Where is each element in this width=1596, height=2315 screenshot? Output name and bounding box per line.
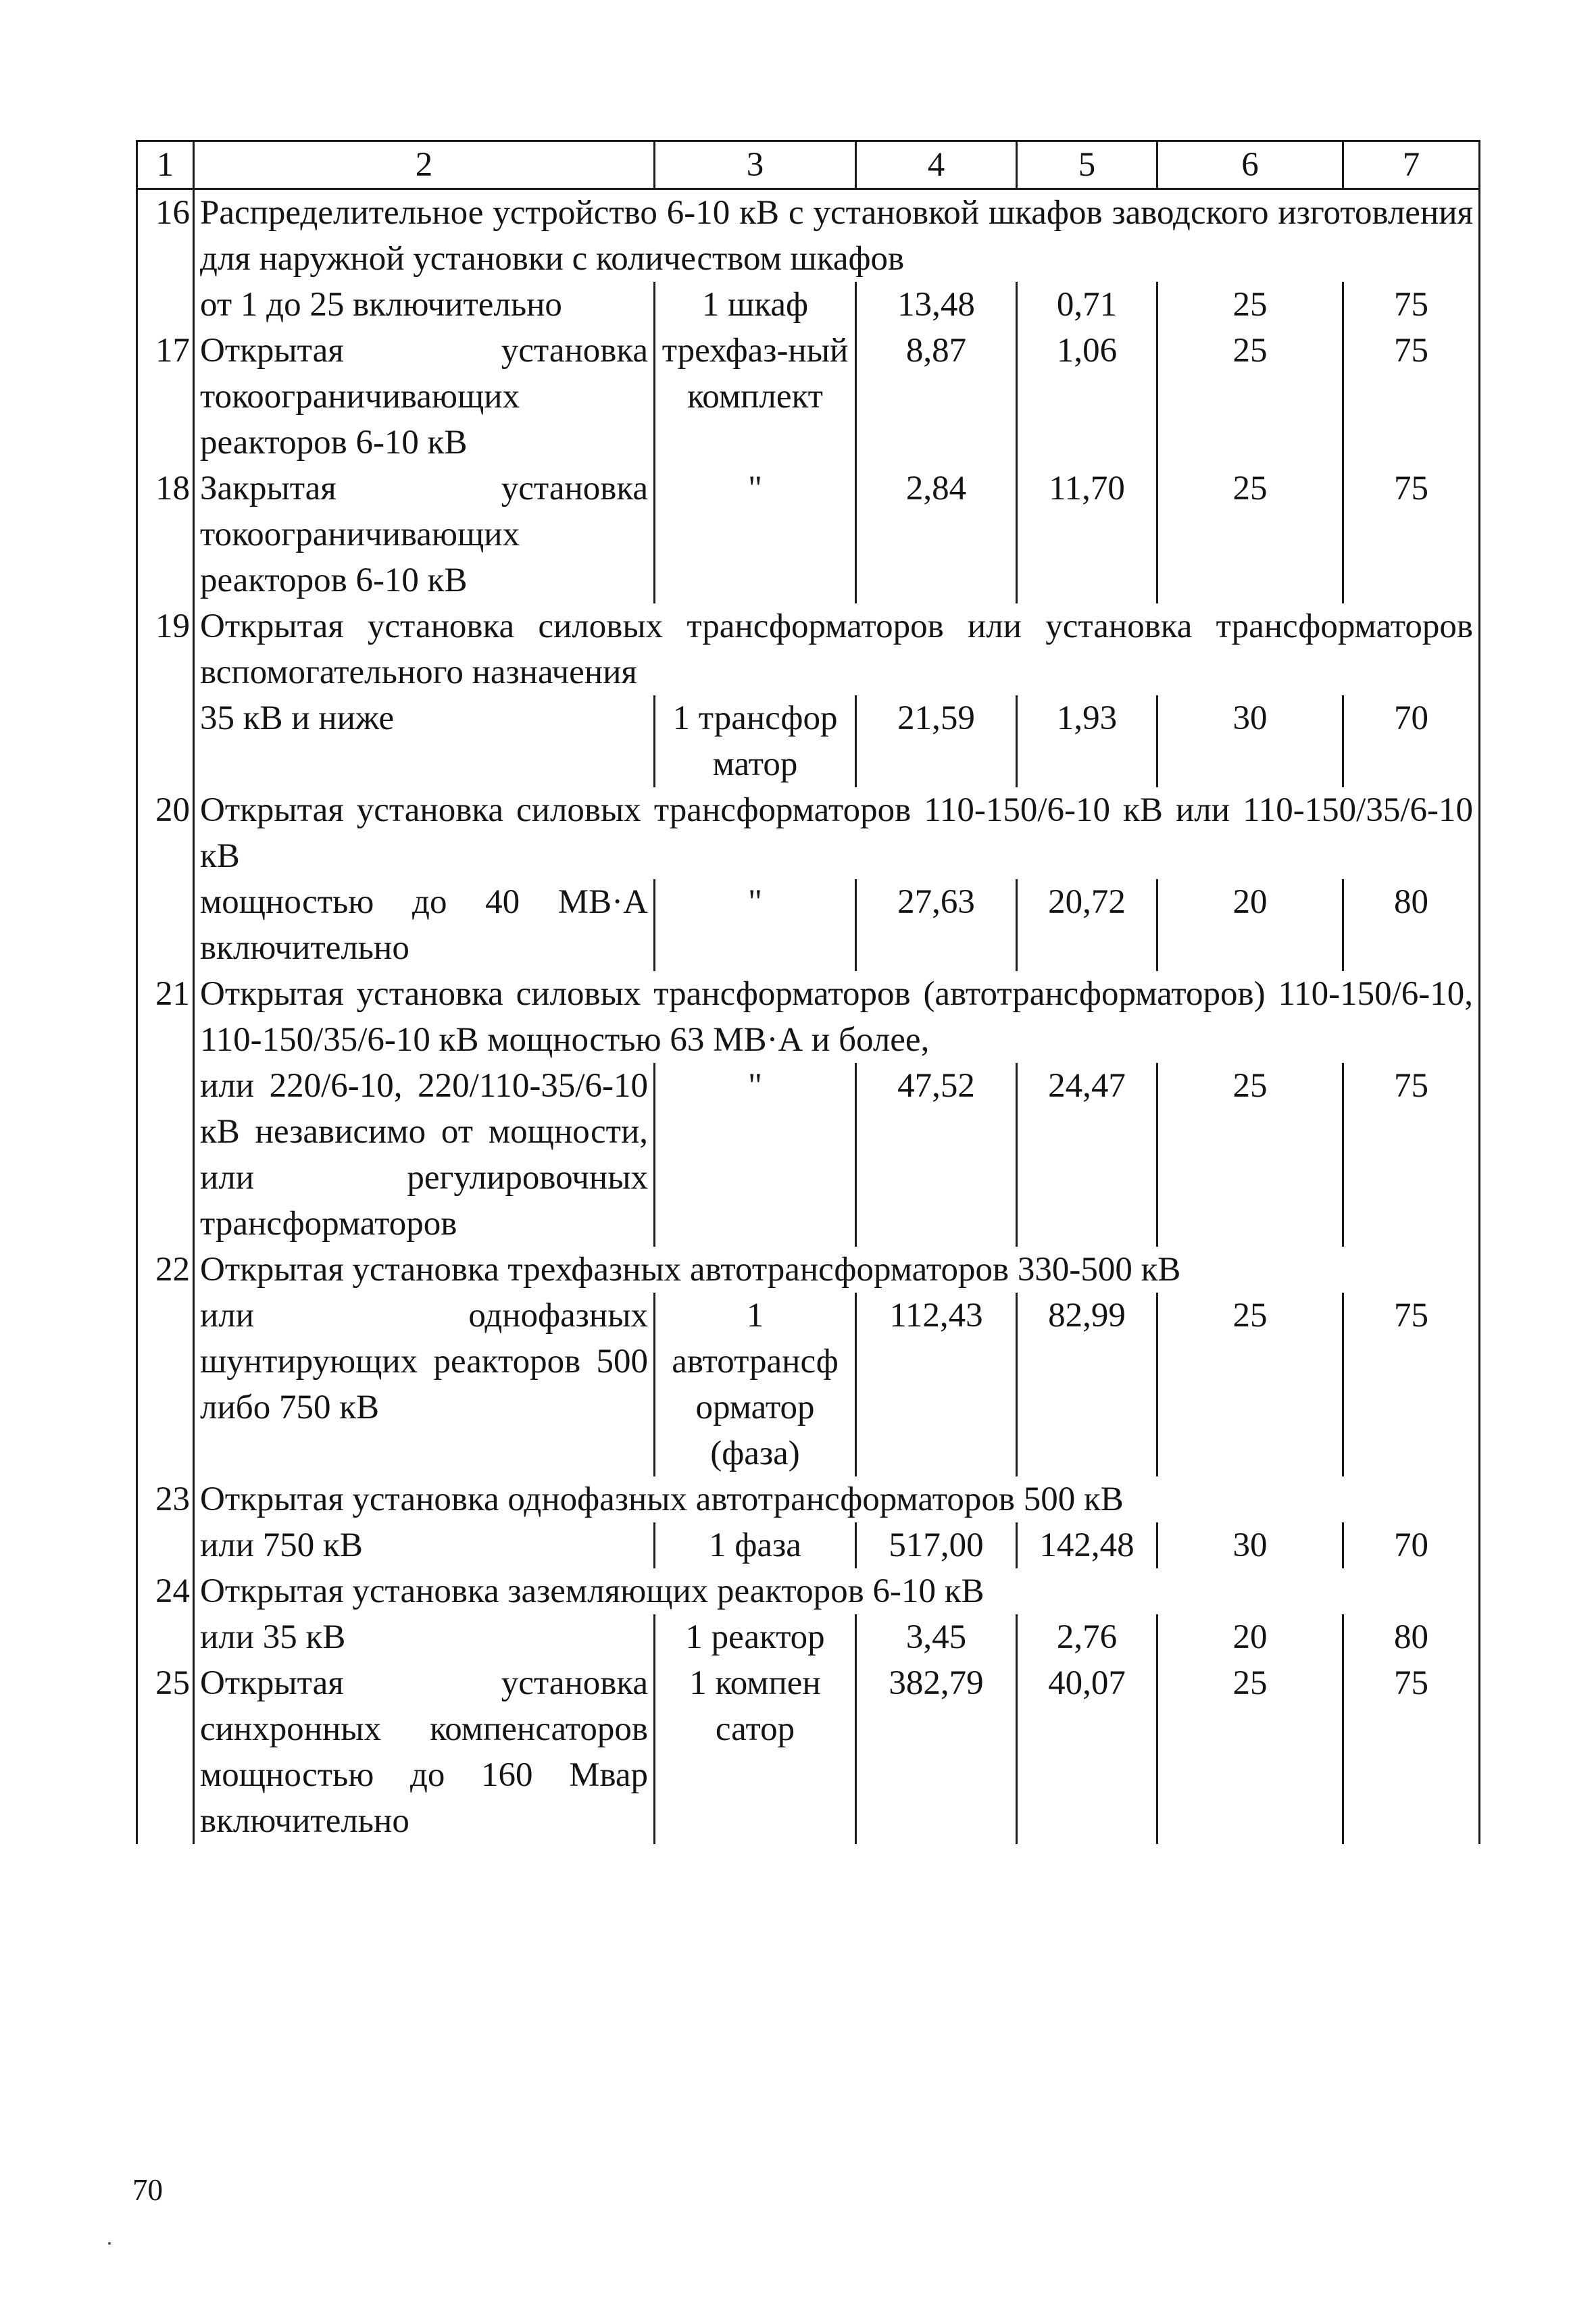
percent-col-7: 75	[1343, 1063, 1480, 1247]
cost-col-4: 27,63	[856, 879, 1017, 971]
cost-col-5: 20,72	[1017, 879, 1157, 971]
header-cell: 7	[1343, 141, 1480, 189]
table-row	[137, 466, 1480, 603]
table-row	[137, 1568, 1480, 1614]
percent-col-7: 80	[1343, 879, 1480, 971]
percent-col-7: 70	[1343, 1522, 1480, 1568]
item-name: или 750 кВ	[194, 1522, 655, 1568]
item-unit: 1 шкаф	[655, 282, 856, 328]
table-row	[137, 1247, 1480, 1293]
cost-col-5: 11,70	[1017, 466, 1157, 603]
table-row	[137, 1293, 1480, 1476]
percent-col-6: 25	[1157, 1063, 1343, 1247]
item-unit: трехфаз-ный комплект	[655, 328, 856, 466]
table-row	[137, 879, 1480, 971]
row-number: 25	[137, 1660, 194, 1844]
cost-col-5: 142,48	[1017, 1522, 1157, 1568]
row-number: 22	[137, 1247, 194, 1476]
item-unit: "	[655, 466, 856, 603]
cost-table	[136, 140, 1480, 1844]
item-name: или 220/6-10, 220/110-35/6-10 кВ независимо от мощности, или регулировочных трансформаторов	[194, 1063, 655, 1247]
cost-col-4: 2,84	[856, 466, 1017, 603]
cost-col-5: 1,06	[1017, 328, 1157, 466]
cost-col-4: 13,48	[856, 282, 1017, 328]
scan-speck	[108, 2242, 111, 2245]
table-row	[137, 787, 1480, 879]
item-unit: "	[655, 879, 856, 971]
item-name: мощностью до 40 МВ·А включительно	[194, 879, 655, 971]
cost-col-4: 382,79	[856, 1660, 1017, 1844]
percent-col-7: 80	[1343, 1614, 1480, 1660]
cost-col-4: 517,00	[856, 1522, 1017, 1568]
cost-col-4: 8,87	[856, 328, 1017, 466]
table-row	[137, 1476, 1480, 1522]
cost-col-4: 21,59	[856, 695, 1017, 787]
row-number: 21	[137, 971, 194, 1247]
cost-col-5: 2,76	[1017, 1614, 1157, 1660]
cost-col-4: 3,45	[856, 1614, 1017, 1660]
table-row	[137, 695, 1480, 787]
row-number: 24	[137, 1568, 194, 1660]
table-row	[137, 1614, 1480, 1660]
header-cell: 2	[194, 141, 655, 189]
cost-col-4: 112,43	[856, 1293, 1017, 1476]
row-title: Открытая установка трехфазных автотрансформаторов 330-500 кВ	[194, 1247, 1480, 1293]
percent-col-6: 20	[1157, 879, 1343, 971]
row-title: Открытая установка силовых трансформаторов или установка трансформаторов вспомогательного назначения	[194, 603, 1480, 695]
table-container	[136, 140, 1478, 1844]
item-name: Открытая установка токоограничивающих реакторов 6-10 кВ	[194, 328, 655, 466]
row-number: 20	[137, 787, 194, 971]
item-name: или однофазных шунтирующих реакторов 500 либо 750 кВ	[194, 1293, 655, 1476]
percent-col-7: 75	[1343, 282, 1480, 328]
row-number: 16	[137, 189, 194, 328]
item-name: или 35 кВ	[194, 1614, 655, 1660]
cost-col-4: 47,52	[856, 1063, 1017, 1247]
percent-col-6: 20	[1157, 1614, 1343, 1660]
item-name: 35 кВ и ниже	[194, 695, 655, 787]
row-title: Открытая установка однофазных автотрансформаторов 500 кВ	[194, 1476, 1480, 1522]
item-unit: 1 трансфор матор	[655, 695, 856, 787]
table-row	[137, 282, 1480, 328]
table-row	[137, 971, 1480, 1063]
table-row	[137, 1522, 1480, 1568]
table-row	[137, 603, 1480, 695]
table-row	[137, 189, 1480, 282]
cost-col-5: 40,07	[1017, 1660, 1157, 1844]
item-unit: 1 реактор	[655, 1614, 856, 1660]
percent-col-6: 25	[1157, 1660, 1343, 1844]
item-unit: 1 автотрансф орматор (фаза)	[655, 1293, 856, 1476]
cost-col-5: 82,99	[1017, 1293, 1157, 1476]
header-cell: 5	[1017, 141, 1157, 189]
header-cell: 6	[1157, 141, 1343, 189]
percent-col-7: 70	[1343, 695, 1480, 787]
table-header-row	[137, 141, 1480, 189]
row-title: Открытая установка силовых трансформаторов 110-150/6-10 кВ или 110-150/35/6-10 кВ	[194, 787, 1480, 879]
row-number: 23	[137, 1476, 194, 1568]
item-unit: "	[655, 1063, 856, 1247]
percent-col-7: 75	[1343, 328, 1480, 466]
percent-col-6: 25	[1157, 328, 1343, 466]
table-row	[137, 328, 1480, 466]
table-row	[137, 1063, 1480, 1247]
percent-col-6: 25	[1157, 282, 1343, 328]
row-title: Распределительное устройство 6-10 кВ с установкой шкафов заводского изготовления для наружной установки с количеством шкафов	[194, 189, 1480, 282]
page-number: 70	[132, 2173, 163, 2207]
item-name: Открытая установка синхронных компенсаторов мощностью до 160 Мвар включительно	[194, 1660, 655, 1844]
percent-col-6: 25	[1157, 1293, 1343, 1476]
row-number: 19	[137, 603, 194, 787]
row-title: Открытая установка заземляющих реакторов 6-10 кВ	[194, 1568, 1480, 1614]
percent-col-7: 75	[1343, 1293, 1480, 1476]
header-cell: 1	[137, 141, 194, 189]
item-name: от 1 до 25 включительно	[194, 282, 655, 328]
percent-col-7: 75	[1343, 466, 1480, 603]
percent-col-7: 75	[1343, 1660, 1480, 1844]
cost-col-5: 24,47	[1017, 1063, 1157, 1247]
item-name: Закрытая установка токоограничивающих реакторов 6-10 кВ	[194, 466, 655, 603]
percent-col-6: 30	[1157, 695, 1343, 787]
cost-col-5: 0,71	[1017, 282, 1157, 328]
header-cell: 3	[655, 141, 856, 189]
percent-col-6: 25	[1157, 466, 1343, 603]
percent-col-6: 30	[1157, 1522, 1343, 1568]
row-title: Открытая установка силовых трансформаторов (автотрансформаторов) 110-150/6-10, 110-150/35/6-10 кВ мощностью 63 МВ·А и более,	[194, 971, 1480, 1063]
cost-col-5: 1,93	[1017, 695, 1157, 787]
header-cell: 4	[856, 141, 1017, 189]
table-row	[137, 1660, 1480, 1844]
row-number: 18	[137, 466, 194, 603]
item-unit: 1 фаза	[655, 1522, 856, 1568]
item-unit: 1 компен сатор	[655, 1660, 856, 1844]
row-number: 17	[137, 328, 194, 466]
